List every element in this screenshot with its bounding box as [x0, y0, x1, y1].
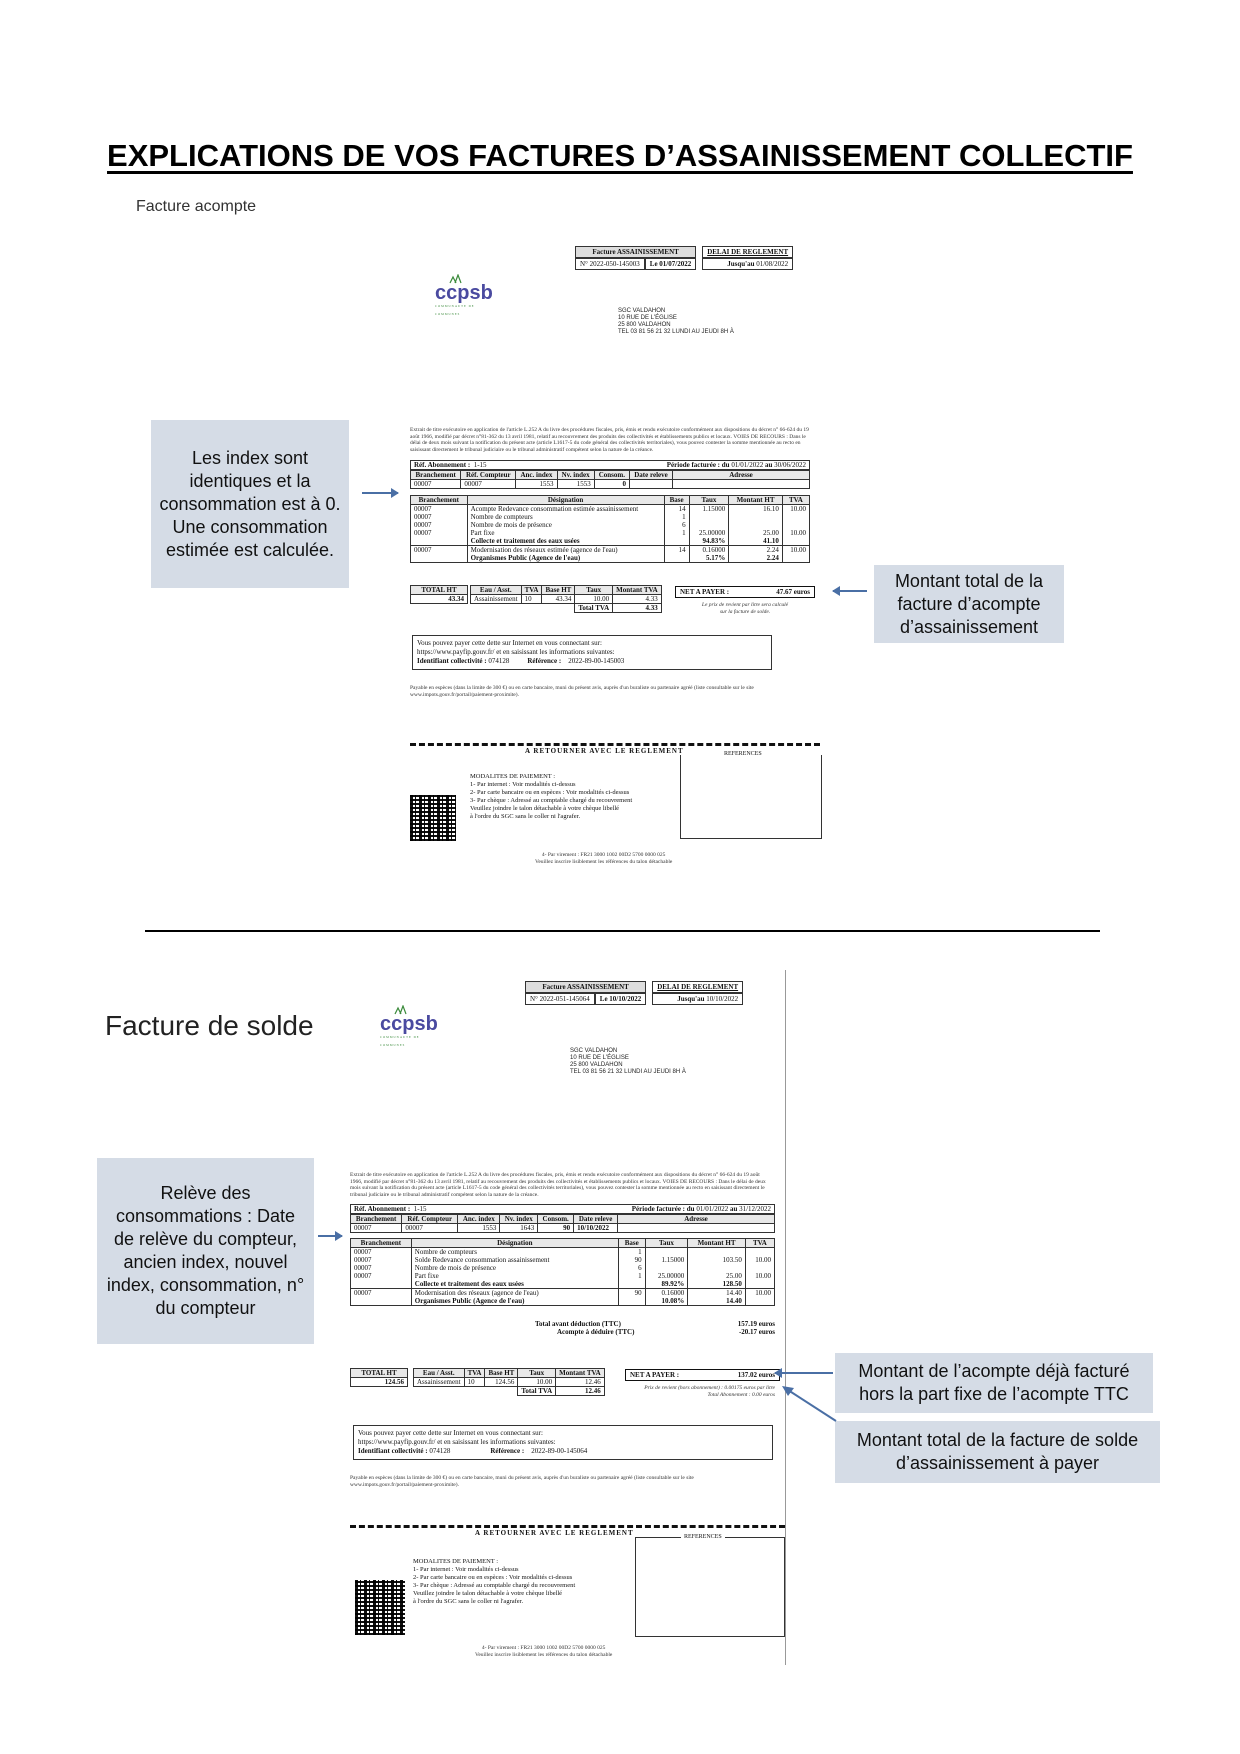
acompte-value: -20.17 euros: [738, 1328, 775, 1336]
virement: 4- Par virement : FR21 3000 1002 00D2 5700 0000 025 Veuillez inscrire lisiblement les références du talon détachable: [535, 852, 673, 865]
total-ht-table: TOTAL HT 43.34: [410, 585, 468, 604]
deduction-block: Total avant déduction (TTC) 157.19 euros Acompte à déduire (TTC) -20.17 euros: [535, 1320, 775, 1336]
section-label-acompte: Facture acompte: [136, 198, 257, 215]
section-label-solde: Facture de solde: [105, 1010, 314, 1041]
invoice-date: Le 01/07/2022: [645, 258, 696, 270]
invoice-line-row: 00007 Modernisation des réseaux (agence de l'eau) 90 0.16000 14.40 10.00: [351, 1289, 775, 1298]
legal-text: Extrait de titre exécutoire en application de l'article L.252 A du livre des procédures fiscales, pris, émis et rendu exécutoire conformément aux dispositions du décret n° 66-624 du 19 août 1966, modifié par décret n°81-362 du 13 avril 1981, relatif au recouvrement des produits des collectivités et établissements publics et locaux. VOIES DE RECOURS : Dans le délai de deux mois suivant la notification du présent acte (article L1617-5 du code général des collectivités territoriales), vous pouvez contester la somme mentionnée au recto en saisissant directement le tribunal judiciaire ou le tribunal administratif compétent selon la nature de la créance.: [410, 427, 809, 453]
payable-text: Payable en espèces (dans la limite de 300 €) ou en carte bancaire, muni du présent avis, auprès d'un buraliste ou partenaire agréé (liste consultable sur le site www.impots.gouv.fr/portail/paiement-proximite).: [410, 685, 754, 698]
sgc-address: SGC VALDAHON 10 RUE DE L'ÉGLISE 25 800 VALDAHON TEL 03 81 56 21 32 LUNDI AU JEUDI 8H À: [570, 1048, 686, 1075]
invoice-number: N° 2022-050-145003: [575, 258, 645, 270]
tva-table: Eau / Asst. TVA Base HT Taux Montant TVA Assainissement 10 124.56 10.00 12.46 Total TVA 12.46: [413, 1368, 605, 1396]
detach-line: [410, 743, 820, 746]
callout-releve: Relève des consommations : Date de relève du compteur, ancien index, nouvel index, consommation, n° du compteur: [97, 1158, 314, 1344]
releve-table: Branchement Réf. Compteur Anc. index Nv. index Consom. Date releve Adresse 00007 00007 1553 1553 0: [410, 470, 810, 489]
datamatrix-code: [355, 1580, 405, 1635]
arrow-total-acompte: [833, 590, 867, 592]
invoice-line-row: Organismes Public (Agence de l'eau) 5.17% 2.24: [411, 554, 810, 563]
ref-period-row: Réf. Abonnement : 1-15 Période facturée : du 01/01/2022 au 31/12/2022: [350, 1204, 775, 1214]
callout-total-acompte: Montant total de la facture d’acompte d’assainissement: [874, 565, 1064, 643]
invoice-line-row: 00007 Nombre de mois de présence 6: [351, 1264, 775, 1272]
net-amount: 137.02 euros: [737, 1371, 775, 1379]
total-ht-value: 43.34: [411, 595, 468, 604]
arrow-releve: [318, 1235, 342, 1237]
ccpsb-logo: ccpsb COMMUNAUTE DE COMMUNES: [435, 274, 490, 318]
invoice-date: Le 10/10/2022: [595, 993, 646, 1005]
payable-text: Payable en espèces (dans la limite de 300 €) ou en carte bancaire, muni du présent avis, auprès d'un buraliste ou partenaire agréé (liste consultable sur le site www.impots.gouv.fr/portail/paiement-proximite).: [350, 1475, 694, 1488]
references-box: REFERENCES: [635, 1537, 785, 1637]
invoice-header: [575, 246, 793, 270]
net-amount: 47.67 euros: [776, 588, 810, 596]
invoice-number: N° 2022-051-145064: [525, 993, 595, 1005]
arrow-index: [362, 492, 398, 494]
arrow-total-solde: [780, 1385, 840, 1425]
invoice-line-row: 00007 Nombre de mois de présence 6: [411, 521, 810, 529]
invoice-line-row: Collecte et traitement des eaux usées 89.92% 128.50: [351, 1280, 775, 1289]
callout-index: Les index sont identiques et la consommation est à 0. Une consommation estimée est calculée.: [151, 420, 349, 588]
lines-table: Branchement Désignation Base Taux Montant HT TVA 00007 Nombre de compteurs 1 00007 Solde Redevance consommation assainissement 90 1.15000 103.50 10.00 00007 Nombre de mois de présence 6 00007 Part fixe 1 25.00000 25.00 10.00 Collecte et traitement des eaux usées 89.92% 128.50 00007 Modernisation des réseaux (agence de l'eau) 90 0.16000 14.40 10.00 Organismes Public (Agence de l'eau) 10.08% 14.40: [350, 1238, 775, 1306]
invoice-line-row: 00007 Modernisation des réseaux estimée (agence de l'eau) 14 0.16000 2.24 10.00: [411, 546, 810, 555]
invoice-line-row: Organismes Public (Agence de l'eau) 10.08% 14.40: [351, 1297, 775, 1306]
invoice-line-row: 00007 Nombre de compteurs 1: [351, 1248, 775, 1257]
lines-table: Branchement Désignation Base Taux Montant HT TVA 00007 Acompte Redevance consommation estimée assainissement 14 1.15000 16.10 10.00 00007 Nombre de compteurs 1 00007 Nombre de mois de présence 6 00007 Part fixe 1 25.00000 25.00 10.00 Collecte et traitement des eaux usées 94.83% 41.10 00007 Modernisation des réseaux estimée (agence de l'eau) 14 0.16000 2.24 10.00 Organismes Public (Agence de l'eau) 5.17% 2.24: [410, 495, 810, 563]
price-note: Le prix de revient par litre sera calculé sur la facture de solde.: [701, 602, 789, 615]
header-facture: Facture ASSAINISSEMENT: [575, 246, 696, 258]
page-edge-line: [785, 970, 786, 1665]
invoice-line-row: 00007 Part fixe 1 25.00000 25.00 10.00: [351, 1272, 775, 1280]
invoice-line-row: 00007 Nombre de compteurs 1: [411, 513, 810, 521]
legal-text: Extrait de titre exécutoire en application de l'article L.252 A du livre des procédures fiscales, pris, émis et rendu exécutoire conformément aux dispositions du décret n° 66-624 du 19 août 1966, modifié par décret n°81-362 du 13 avril 1981, relatif au recouvrement des produits des collectivités et établissements publics et locaux. VOIES DE RECOURS : Dans le délai de deux mois suivant la notification du présent acte (article L1617-5 du code général des collectivités territoriales), vous pouvez contester la somme mentionnée au recto en saisissant directement le tribunal judiciaire ou le tribunal administratif compétent selon la nature de la créance.: [350, 1172, 766, 1198]
payment-box: Vous pouvez payer cette dette sur Internet en vous connectant sur: https://www.payfip.gouv.fr/ et en saisissant les informations suivantes: Identifiant collectivité : 074128 Référence : 2022-89-00-145003: [412, 635, 772, 670]
invoice-header: Facture ASSAINISSEMENT N° 2022-051-145064 Le 10/10/2022 DELAI DE REGLEMENT Jusqu'au 10/10/2022: [525, 981, 743, 1005]
ccpsb-logo: ccpsb COMMUNAUTE DE COMMUNES: [380, 1005, 435, 1049]
total-ht-value: 124.56: [351, 1378, 408, 1387]
invoice-line-row: 00007 Acompte Redevance consommation estimée assainissement 14 1.15000 16.10 10.00: [411, 505, 810, 514]
invoice-line-row: 00007 Solde Redevance consommation assainissement 90 1.15000 103.50 10.00: [351, 1256, 775, 1264]
jusqu-value: 01/08/2022: [756, 260, 789, 268]
sgc-address: SGC VALDAHON 10 RUE DE L'ÉGLISE 25 800 VALDAHON TEL 03 81 56 21 32 LUNDI AU JEUDI 8H À: [618, 308, 734, 335]
invoice-acompte: [400, 240, 820, 880]
invoice-solde: [345, 975, 785, 1665]
payment-box: Vous pouvez payer cette dette sur Internet en vous connectant sur: https://www.payfip.gouv.fr/ et en saisissant les informations suivantes: Identifiant collectivité : 074128 Référence : 2022-89-00-145064: [353, 1425, 773, 1460]
invoice-line-row: 00007 Part fixe 1 25.00000 25.00 10.00: [411, 529, 810, 537]
invoice-line-row: Collecte et traitement des eaux usées 94.83% 41.10: [411, 537, 810, 546]
arrow-acompte-deduit: [775, 1372, 833, 1374]
modalites: MODALITES DE PAIEMENT : 1- Par internet : Voir modalités ci-dessus 2- Par carte bancaire ou en espèces : Voir modalités ci-dessus 3- Par chèque : Adressé au comptable chargé du recouvrement Veuillez joindre le talon détachable à votre chèque libellé à l'ordre du SGC sans le coller ni l'agrafer.: [413, 1558, 576, 1605]
net-a-payer: NET A PAYER : 137.02 euros: [625, 1369, 780, 1381]
ref-period-row: Réf. Abonnement : 1-15 Période facturée : du 01/01/2022 au 30/06/2022: [410, 460, 810, 470]
releve-row: 00007 00007 1553 1643 90 10/10/2022: [351, 1224, 775, 1233]
page-title: EXPLICATIONS DE VOS FACTURES D’ASSAINISSEMENT COLLECTIF: [107, 138, 1133, 173]
retourner-label: A RETOURNER AVEC LE REGLEMENT: [525, 747, 684, 755]
datamatrix-code: [410, 795, 456, 841]
releve-table: Branchement Réf. Compteur Anc. index Nv. index Consom. Date releve Adresse 00007 00007 1553 1643 90 10/10/2022: [350, 1214, 775, 1233]
detach-line: [350, 1525, 785, 1528]
references-box: REFERENCES: [680, 755, 822, 839]
section-divider: [145, 930, 1100, 932]
callout-total-solde: Montant total de la facture de solde d’assainissement à payer: [835, 1421, 1160, 1483]
total-ht-table: TOTAL HT 124.56: [350, 1368, 408, 1387]
modalites: MODALITES DE PAIEMENT : 1- Par internet : Voir modalités ci-dessus 2- Par carte bancaire ou en espèces : Voir modalités ci-dessus 3- Par chèque : Adressé au comptable chargé du recouvrement Veuillez joindre le talon détachable à votre chèque libellé à l'ordre du SGC sans le coller ni l'agrafer.: [470, 773, 633, 820]
releve-row: 00007 00007 1553 1553 0: [411, 480, 810, 489]
tva-table: Eau / Asst. TVA Base HT Taux Montant TVA Assainissement 10 43.34 10.00 4.33 Total TVA 4.33: [470, 585, 662, 613]
callout-acompte-deduit: Montant de l’acompte déjà facturé hors la part fixe de l’acompte TTC: [835, 1353, 1153, 1413]
header-delai: DELAI DE REGLEMENT: [702, 246, 793, 258]
jusqu-label: Jusqu'au: [727, 260, 755, 268]
price-note: Prix de revient (hors abonnement) : 0.00175 euros par litre Total Abonnement : 0.00 euros: [644, 1385, 775, 1398]
virement: 4- Par virement : FR21 3000 1002 00D2 5700 0000 025 Veuillez inscrire lisiblement les références du talon détachable: [475, 1645, 613, 1658]
net-a-payer: NET A PAYER : 47.67 euros: [675, 586, 815, 598]
retourner-label: A RETOURNER AVEC LE REGLEMENT: [475, 1529, 634, 1537]
